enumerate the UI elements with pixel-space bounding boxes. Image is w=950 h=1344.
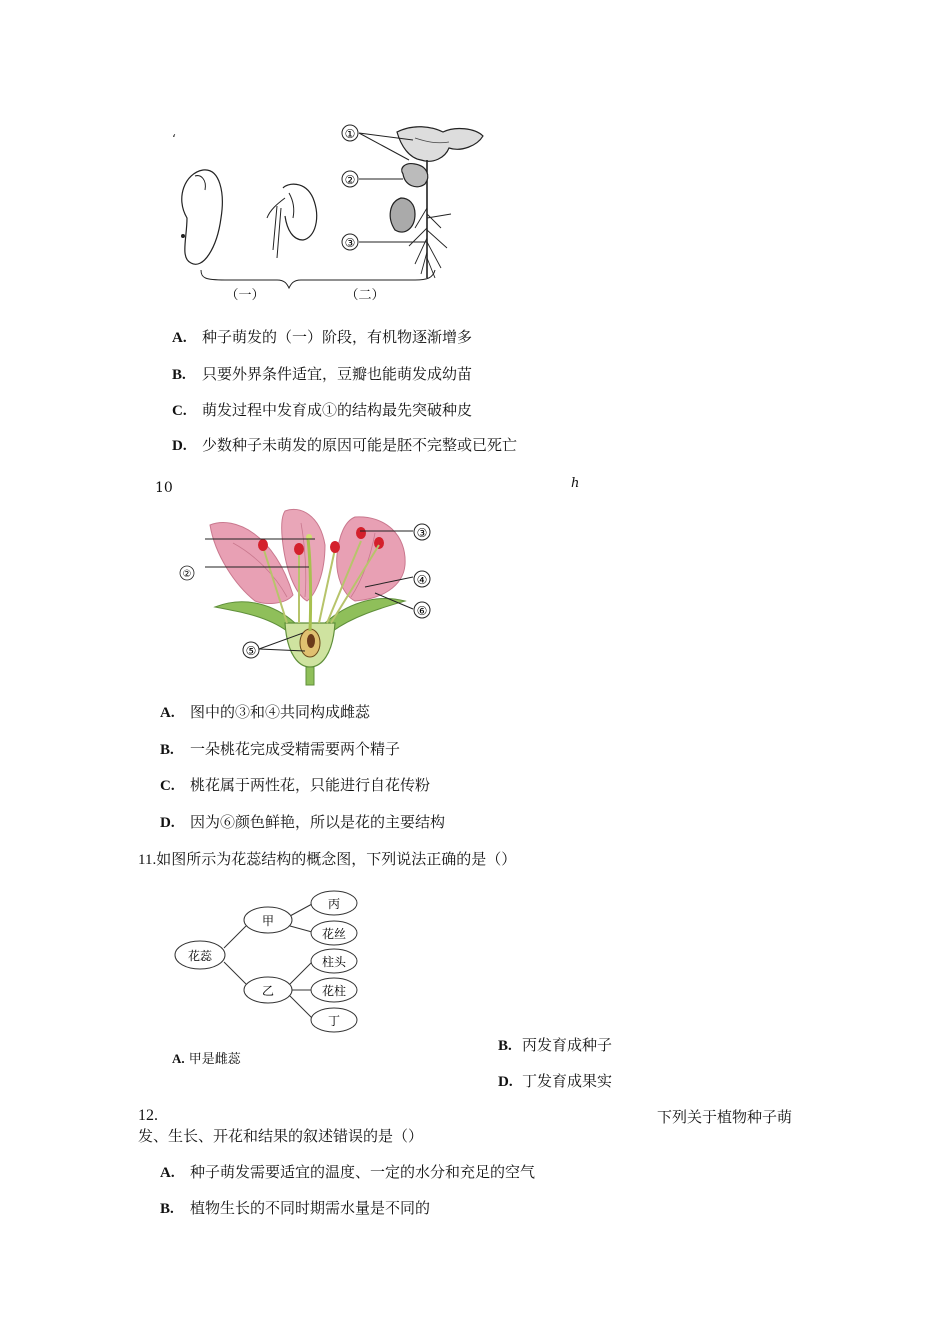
q10-number: 10 [155,480,173,496]
q11-option-d[interactable]: D. 丁发育成果实 [498,1072,613,1090]
seedling-drawing [390,127,483,278]
q10-cut-char: h [571,476,580,491]
svg-text:乙: 乙 [261,984,275,998]
svg-text:丙: 丙 [327,897,341,911]
sprouting-seed-drawing [267,184,317,258]
stamen-pistil-concept-map [170,886,370,1038]
label-3 [342,234,358,250]
q10-option-c[interactable]: C. 桃花属于两性花，只能进行自花传粉 [160,776,431,794]
svg-text:②: ② [182,569,192,580]
q10-option-b[interactable]: B. 一朵桃花完成受精需要两个精子 [160,740,401,758]
q11-option-b[interactable]: B. 丙发育成种子 [498,1036,613,1054]
svg-text:②: ② [344,173,356,187]
svg-text:丁: 丁 [327,1014,341,1028]
label-1 [342,125,358,141]
svg-text:③: ③ [344,236,356,250]
q12-stem-right: 下列关于植物种子萌 [657,1108,793,1126]
petals [210,509,405,603]
svg-text:③: ③ [416,526,428,540]
q10-option-a[interactable]: A. 图中的③和④共同构成雌蕊 [160,703,371,721]
node-bing [311,891,357,915]
svg-text:花蕊: 花蕊 [187,949,213,963]
stage-label-1: （一） [225,288,265,303]
seed-germination-figure [165,118,495,308]
label-2 [180,566,194,580]
q12-option-b[interactable]: B. 植物生长的不同时期需水量是不同的 [160,1199,431,1217]
svg-text:⑤: ⑤ [245,644,257,658]
svg-text:花丝: 花丝 [321,927,347,941]
label-2 [342,171,358,187]
peach-flower-figure [175,505,440,687]
q12-number: 12. [138,1107,158,1124]
node-root [175,941,225,969]
node-yi [244,977,292,1003]
node-huasi [311,921,357,945]
label-3 [414,524,430,540]
q9-option-a[interactable]: A. 种子萌发的（一）阶段，有机物逐渐增多 [172,328,473,346]
svg-text:⑥: ⑥ [416,604,428,618]
q11-option-a[interactable]: A. 甲是雌蕊 [172,1051,241,1067]
stage-brace [201,270,435,288]
svg-text:①: ① [344,127,356,141]
q11-stem: 11.如图所示为花蕊结构的概念图，下列说法正确的是（） [138,850,517,868]
label-5 [243,642,259,658]
svg-text:柱头: 柱头 [321,955,347,969]
q9-option-d[interactable]: D. 少数种子未萌发的原因可能是胚不完整或已死亡 [172,436,518,454]
q12-option-a[interactable]: A. 种子萌发需要适宜的温度、一定的水分和充足的空气 [160,1163,536,1181]
svg-text:花柱: 花柱 [321,984,347,998]
label-6 [414,602,430,618]
q9-option-c[interactable]: C. 萌发过程中发育成①的结构最先突破种皮 [172,401,473,419]
q12-stem-cont: 发、生长、开花和结果的叙述错误的是（） [138,1127,424,1145]
node-huazhu [311,978,357,1002]
stage-label-2: （二） [345,288,385,303]
stray-mark: ʻ [172,132,176,146]
label-4 [414,571,430,587]
svg-text:④: ④ [416,573,428,587]
node-zhutou [311,949,357,973]
bean-seed-drawing [181,170,222,264]
node-jia [244,907,292,933]
q10-option-d[interactable]: D. 因为⑥颜色鲜艳，所以是花的主要结构 [160,813,446,831]
q9-option-b[interactable]: B. 只要外界条件适宜，豆瓣也能萌发成幼苗 [172,365,473,383]
node-ding [311,1008,357,1032]
svg-text:甲: 甲 [261,914,275,928]
